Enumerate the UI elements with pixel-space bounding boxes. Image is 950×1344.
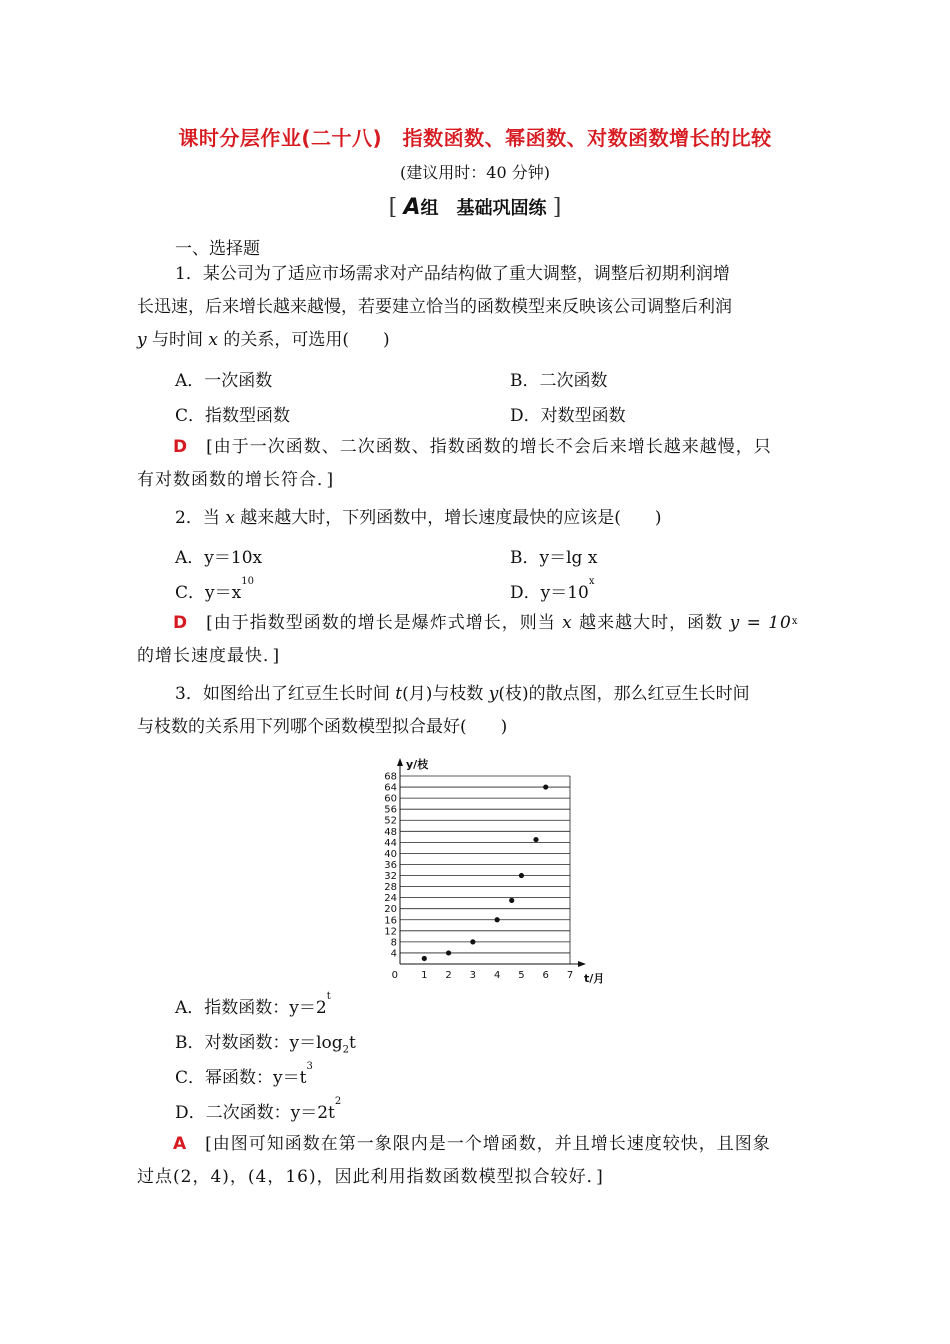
q2-optd-sup: x (588, 576, 595, 587)
x-tick-label: 1 (421, 970, 428, 981)
q2-explanation (137, 607, 817, 673)
x-tick-label: 2 (445, 970, 452, 981)
x-axis-arrow (578, 961, 586, 967)
q2-exp-formula: y = 10 (729, 613, 792, 633)
bracket-open: [ (388, 195, 398, 220)
question-1 (137, 258, 817, 357)
q3-var-y: y (488, 684, 499, 704)
y-tick-label: 16 (384, 915, 397, 927)
y-axis-arrow (397, 758, 403, 766)
q1-line: 1．某公司为了适应市场需求对产品结构做了重大调整，调整后初期利润增 (175, 264, 730, 284)
y-tick-label: 68 (384, 771, 397, 783)
q3-text: (月)与枝数 (402, 684, 489, 704)
q2-exp-var: x (562, 613, 573, 633)
q1-var-y: y (137, 330, 147, 350)
y-axis-label: y/枝 (406, 758, 429, 771)
q2-option-a[interactable]: A．y＝10x (175, 548, 263, 568)
q1-answer: D (173, 437, 189, 457)
data-point (543, 784, 548, 789)
y-tick-label: 20 (384, 904, 397, 916)
data-point (533, 837, 538, 842)
x-tick-label: 7 (566, 970, 574, 981)
q3-var-t: t (395, 684, 403, 704)
q3-option-b[interactable] (175, 1028, 356, 1055)
q1-exp-line: [由于一次函数、二次函数、指数函数的增长不会后来增长越来越慢，只 (206, 437, 772, 457)
y-tick-label: 32 (384, 871, 397, 883)
y-tick-label: 36 (384, 859, 397, 871)
q3-opta-sup: t (326, 991, 331, 1002)
q2-optd-text: D．y＝10 (510, 583, 589, 603)
data-point (422, 956, 427, 961)
x-tick-label: 6 (542, 970, 549, 981)
q3-option-a[interactable] (175, 993, 331, 1018)
q2-text: 越来越大时，下列函数中，增长速度最快的应该是( ) (234, 508, 662, 528)
q2-answer: D (173, 613, 189, 633)
data-point (519, 873, 524, 878)
q1-text: 的关系，可选用( ) (218, 330, 390, 350)
y-tick-label: 64 (384, 782, 397, 794)
y-tick-label: 4 (390, 948, 397, 960)
x-tick-label: 5 (518, 970, 525, 981)
q1-option-d[interactable]: D．对数型函数 (510, 406, 626, 426)
q3-optc-text: C．幂函数：y＝t (175, 1068, 307, 1088)
y-tick-label: 28 (384, 882, 397, 894)
data-point (495, 917, 500, 922)
q3-exp-line: [由图可知函数在第一象限内是一个增函数，并且增长速度较快，且图象 (205, 1134, 771, 1154)
y-tick-label: 8 (390, 937, 397, 949)
data-point (509, 898, 514, 903)
y-tick-label: 24 (384, 893, 397, 905)
y-tick-label: 60 (384, 793, 397, 805)
y-tick-label: 40 (384, 848, 397, 860)
origin-label: 0 (391, 970, 398, 981)
q3-optd-sup: 2 (334, 1096, 342, 1107)
q1-option-a[interactable]: A．一次函数 (175, 371, 273, 391)
group-name: 组 基础巩固练 (420, 198, 547, 219)
section-heading: 一、选择题 (175, 239, 260, 259)
question-2 (137, 502, 817, 535)
group-letter: A (403, 195, 421, 220)
suggested-time: (建议用时：40 分钟) (400, 163, 550, 182)
group-heading (0, 194, 950, 220)
question-3 (137, 678, 817, 744)
q2-option-c[interactable] (175, 578, 254, 603)
bracket-close: ] (552, 195, 562, 220)
q1-var-x: x (208, 330, 219, 350)
q3-option-c[interactable] (175, 1063, 313, 1088)
q2-optc-text: C．y＝x (175, 583, 242, 603)
x-tick-label: 3 (469, 970, 477, 981)
q3-answer: A (173, 1134, 188, 1154)
scatter-chart (360, 752, 620, 987)
q2-exp-text: [由于指数型函数的增长是爆炸式增长，则当 (206, 613, 563, 633)
data-point (470, 939, 475, 944)
y-tick-label: 12 (384, 926, 397, 938)
q3-explanation (137, 1128, 817, 1194)
q1-exp-line: 有对数函数的增长符合．] (137, 470, 335, 490)
q1-option-b[interactable]: B．二次函数 (510, 371, 608, 391)
q3-text: (枝)的散点图，那么红豆生长时间 (498, 684, 750, 704)
q2-exp-line: 的增长速度最快．] (137, 646, 281, 666)
q3-optb-sub: 2 (342, 1044, 350, 1056)
data-point (446, 950, 451, 955)
q3-exp-line: 过点(2，4)，(4，16)，因此利用指数函数模型拟合较好．] (137, 1167, 604, 1187)
q2-option-b[interactable]: B．y＝lg x (510, 548, 598, 568)
q1-option-c[interactable]: C．指数型函数 (175, 406, 291, 426)
y-tick-label: 56 (384, 804, 397, 816)
q2-exp-sup: x (791, 616, 799, 627)
q3-line: 与枝数的关系用下列哪个函数模型拟合最好( ) (137, 717, 508, 737)
page-title: 课时分层作业(二十八) 指数函数、幂函数、对数函数增长的比较 (178, 126, 772, 150)
q3-opta-text: A．指数函数：y＝2 (175, 998, 327, 1018)
q1-explanation (137, 431, 817, 497)
q2-option-d[interactable] (510, 578, 595, 603)
y-tick-label: 44 (384, 837, 397, 849)
x-tick-label: 4 (493, 970, 501, 981)
q2-var-x: x (225, 508, 235, 528)
q3-optc-sup: 3 (306, 1061, 313, 1072)
x-axis-label: t/月 (584, 972, 605, 985)
q2-exp-text: 越来越大时，函数 (572, 613, 730, 633)
y-tick-label: 48 (384, 826, 397, 838)
q3-optd-text: D．二次函数：y＝2t (175, 1103, 335, 1123)
q2-optc-sup: 10 (241, 576, 254, 587)
q3-option-d[interactable] (175, 1098, 341, 1123)
q3-text: 3．如图给出了红豆生长时间 (175, 684, 396, 704)
y-tick-label: 52 (384, 815, 397, 827)
q3-optb-text: B．对数函数：y＝log (175, 1033, 343, 1053)
q2-text: 2．当 (175, 508, 226, 528)
q1-text: 与时间 (146, 330, 209, 350)
q3-optb-post: t (349, 1033, 356, 1053)
q1-line: 长迅速，后来增长越来越慢，若要建立恰当的函数模型来反映该公司调整后利润 (137, 297, 732, 317)
